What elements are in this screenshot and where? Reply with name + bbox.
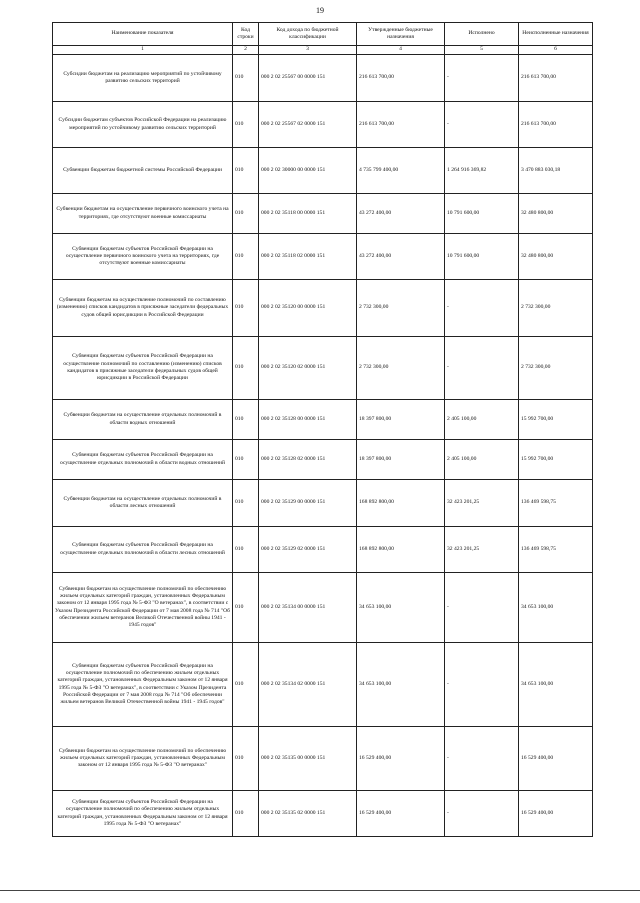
header-classification: Код дохода по бюджетной классификации	[259, 23, 357, 46]
unexecuted-amount: 32 480 800,00	[519, 194, 593, 234]
line-code: 010	[233, 727, 259, 791]
header-name: Наименование показателя	[53, 23, 233, 46]
table-row	[53, 194, 593, 234]
approved-amount: 168 892 800,00	[357, 480, 445, 527]
table-row	[53, 791, 593, 837]
column-number: 5	[445, 46, 519, 55]
line-code: 010	[233, 102, 259, 148]
executed-amount: 1 264 916 369,82	[445, 148, 519, 194]
table-row	[53, 727, 593, 791]
table-row	[53, 480, 593, 527]
line-code: 010	[233, 194, 259, 234]
classification-code: 000 2 02 25567 02 0000 151	[259, 102, 357, 148]
line-code: 010	[233, 234, 259, 280]
table-row	[53, 280, 593, 337]
approved-amount: 216 613 700,00	[357, 55, 445, 102]
table-row	[53, 148, 593, 194]
executed-amount: 2 405 100,00	[445, 400, 519, 440]
executed-amount: -	[445, 791, 519, 837]
approved-amount: 4 735 799 400,00	[357, 148, 445, 194]
column-number: 2	[233, 46, 259, 55]
unexecuted-amount: 34 653 100,00	[519, 643, 593, 727]
unexecuted-amount: 34 653 100,00	[519, 573, 593, 643]
line-code: 010	[233, 55, 259, 102]
classification-code: 000 2 02 35128 02 0000 151	[259, 440, 357, 480]
budget-execution-table	[52, 22, 593, 837]
executed-amount: -	[445, 727, 519, 791]
table-row	[53, 234, 593, 280]
column-number: 4	[357, 46, 445, 55]
table-row	[53, 55, 593, 102]
column-number-row	[53, 46, 593, 55]
classification-code: 000 2 02 35134 02 0000 151	[259, 643, 357, 727]
classification-code: 000 2 02 25567 00 0000 151	[259, 55, 357, 102]
classification-code: 000 2 02 35134 00 0000 151	[259, 573, 357, 643]
indicator-name: Субвенции бюджетам субъектов Российской Федерации на осуществление отдельных полномочий в области лесных отношений	[53, 527, 233, 573]
header-code: Код строки	[233, 23, 259, 46]
indicator-name: Субвенции бюджетам на осуществление полномочий по составлению (изменению) списков кандидатов в присяжные заседатели федеральных судов общей юрисдикции в Российской Федерации	[53, 280, 233, 337]
approved-amount: 18 397 800,00	[357, 400, 445, 440]
table-row	[53, 400, 593, 440]
column-number: 6	[519, 46, 593, 55]
header-executed: Исполнено	[445, 23, 519, 46]
classification-code: 000 2 02 35129 00 0000 151	[259, 480, 357, 527]
unexecuted-amount: 136 469 598,75	[519, 480, 593, 527]
header-approved: Утвержденные бюджетные назначения	[357, 23, 445, 46]
indicator-name: Субвенции бюджетам на осуществление отдельных полномочий в области водных отношений	[53, 400, 233, 440]
approved-amount: 2 732 300,00	[357, 337, 445, 400]
executed-amount: 32 423 201,25	[445, 527, 519, 573]
executed-amount: -	[445, 55, 519, 102]
executed-amount: -	[445, 337, 519, 400]
footer-divider	[0, 890, 640, 891]
table-row	[53, 102, 593, 148]
classification-code: 000 2 02 35120 00 0000 151	[259, 280, 357, 337]
indicator-name: Субвенции бюджетам субъектов Российской Федерации на осуществление полномочий по обеспечению жильем отдельных категорий граждан, установленных Федеральным законом от 12 января 1995 года № 5-ФЗ "О ветеранах"	[53, 791, 233, 837]
line-code: 010	[233, 643, 259, 727]
unexecuted-amount: 216 613 700,00	[519, 55, 593, 102]
indicator-name: Субвенции бюджетам на осуществление полномочий по обеспечению жильем отдельных категорий граждан, установленных Федеральным законом от 12 января 1995 года № 5-ФЗ "О ветеранах"	[53, 727, 233, 791]
column-number: 1	[53, 46, 233, 55]
line-code: 010	[233, 400, 259, 440]
approved-amount: 216 613 700,00	[357, 102, 445, 148]
line-code: 010	[233, 440, 259, 480]
indicator-name: Субвенции бюджетам на осуществление первичного воинского учета на территориях, где отсутствуют военные комиссариаты	[53, 194, 233, 234]
indicator-name: Субвенции бюджетам субъектов Российской Федерации на осуществление отдельных полномочий в области водных отношений	[53, 440, 233, 480]
indicator-name: Субсидии бюджетам субъектов Российской Федерации на реализацию мероприятий по устойчивому развитию сельских территорий	[53, 102, 233, 148]
unexecuted-amount: 216 613 700,00	[519, 102, 593, 148]
classification-code: 000 2 02 35135 00 0000 151	[259, 727, 357, 791]
classification-code: 000 2 02 35120 02 0000 151	[259, 337, 357, 400]
table-row	[53, 440, 593, 480]
column-number: 3	[259, 46, 357, 55]
executed-amount: 10 791 600,00	[445, 194, 519, 234]
approved-amount: 34 653 100,00	[357, 573, 445, 643]
line-code: 010	[233, 480, 259, 527]
approved-amount: 2 732 300,00	[357, 280, 445, 337]
line-code: 010	[233, 527, 259, 573]
executed-amount: 32 423 201,25	[445, 480, 519, 527]
indicator-name: Субвенции бюджетам на осуществление отдельных полномочий в области лесных отношений	[53, 480, 233, 527]
executed-amount: -	[445, 280, 519, 337]
classification-code: 000 2 02 35118 02 0000 151	[259, 234, 357, 280]
indicator-name: Субвенции бюджетам субъектов Российской Федерации на осуществление полномочий по составлению (изменению) списков кандидатов в присяжные заседатели федеральных судов общей юрисдикции в Российской Федерации	[53, 337, 233, 400]
classification-code: 000 2 02 35128 00 0000 151	[259, 400, 357, 440]
indicator-name: Субвенции бюджетам субъектов Российской Федерации на осуществление первичного воинского учета на территориях, где отсутствуют военные комиссариаты	[53, 234, 233, 280]
indicator-name: Субсидии бюджетам на реализацию мероприятий по устойчивому развитию сельских территорий	[53, 55, 233, 102]
table-row	[53, 337, 593, 400]
classification-code: 000 2 02 35118 00 0000 151	[259, 194, 357, 234]
line-code: 010	[233, 148, 259, 194]
indicator-name: Субвенции бюджетам бюджетной системы Российской Федерации	[53, 148, 233, 194]
unexecuted-amount: 15 992 700,00	[519, 400, 593, 440]
executed-amount: 10 791 600,00	[445, 234, 519, 280]
line-code: 010	[233, 280, 259, 337]
unexecuted-amount: 2 732 300,00	[519, 280, 593, 337]
classification-code: 000 2 02 30000 00 0000 151	[259, 148, 357, 194]
executed-amount: -	[445, 102, 519, 148]
indicator-name: Субвенции бюджетам субъектов Российской Федерации на осуществление полномочий по обеспечению жильем отдельных категорий граждан, установленных Федеральным законом от 12 января 1995 года № 5-ФЗ "О ветеранах", в соответствии с Указом Президента Российской Федерации от 7 мая 2008 года № 714 "Об обеспечении жильем ветеранов Великой Отечественной войны 1941 - 1945 годов"	[53, 643, 233, 727]
classification-code: 000 2 02 35129 02 0000 151	[259, 527, 357, 573]
unexecuted-amount: 32 480 800,00	[519, 234, 593, 280]
unexecuted-amount: 136 469 598,75	[519, 527, 593, 573]
classification-code: 000 2 02 35135 02 0000 151	[259, 791, 357, 837]
approved-amount: 168 892 800,00	[357, 527, 445, 573]
executed-amount: 2 405 100,00	[445, 440, 519, 480]
approved-amount: 16 529 400,00	[357, 727, 445, 791]
line-code: 010	[233, 337, 259, 400]
approved-amount: 18 397 800,00	[357, 440, 445, 480]
table-row	[53, 573, 593, 643]
indicator-name: Субвенции бюджетам на осуществление полномочий по обеспечению жильем отдельных категорий граждан, установленных Федеральным законом от 12 января 1995 года № 5-ФЗ "О ветеранах", в соответствии с Указом Президента Российской Федерации от 7 мая 2008 года № 714 "Об обеспечении жильем ветеранов Великой Отечественной войны 1941 - 1945 годов"	[53, 573, 233, 643]
header-unexecuted: Неисполненные назначения	[519, 23, 593, 46]
executed-amount: -	[445, 643, 519, 727]
line-code: 010	[233, 791, 259, 837]
unexecuted-amount: 3 470 883 030,18	[519, 148, 593, 194]
approved-amount: 43 272 400,00	[357, 194, 445, 234]
unexecuted-amount: 2 732 300,00	[519, 337, 593, 400]
page-number: 19	[316, 6, 324, 15]
unexecuted-amount: 16 529 400,00	[519, 791, 593, 837]
approved-amount: 16 529 400,00	[357, 791, 445, 837]
table-row	[53, 643, 593, 727]
line-code: 010	[233, 573, 259, 643]
unexecuted-amount: 16 529 400,00	[519, 727, 593, 791]
table-header-row	[53, 23, 593, 46]
executed-amount: -	[445, 573, 519, 643]
approved-amount: 43 272 400,00	[357, 234, 445, 280]
approved-amount: 34 653 100,00	[357, 643, 445, 727]
table-row	[53, 527, 593, 573]
unexecuted-amount: 15 992 700,00	[519, 440, 593, 480]
